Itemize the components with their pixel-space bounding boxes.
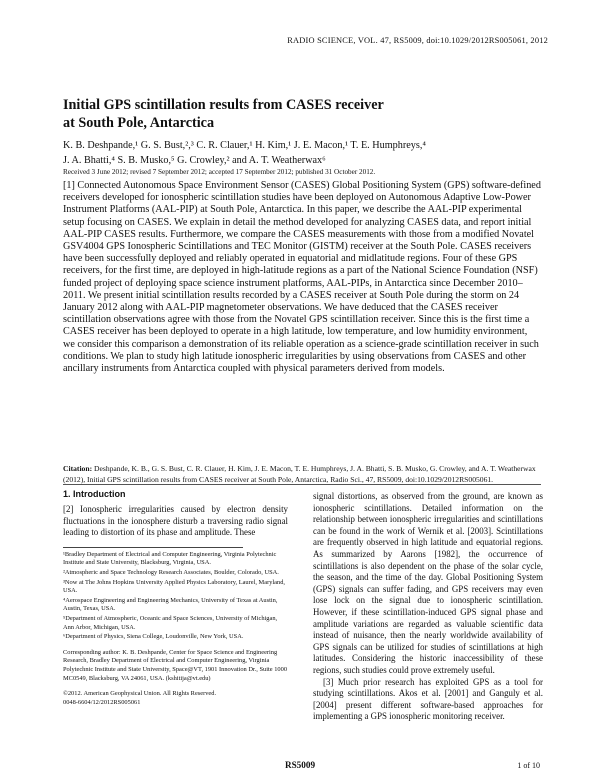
- citation: [63, 463, 541, 485]
- affiliation-footnote: ⁵Department of Atmospheric, Oceanic and Space Sciences, University of Michigan, Ann Arbor, Michigan, USA.: [63, 614, 278, 631]
- abstract: [1] Connected Autonomous Space Environment Sensor (CASES) Global Positioning System (GPS) software-defined receivers developed for ionospheric scintillation studies have been deployed on Autonomous Adaptive Low-Power Instrument Platforms (AAL-PIP) at South Pole, Antarctica. In this paper, we describe the AAL-PIP experimental setup focusing on CASES. We explain in detail the method developed for analyzing CASES data, and report initial AAL-PIP CASES results. Furthermore, we compare the CASES measurements with those from a modified Novatel GSV4004 GPS Ionospheric Scintillations and TEC Monitor (GISTM) receiver at the South Pole. CASES receivers have been successfully deployed and reliably operated in equatorial and midlatitude regions. Four of these GPS receivers, for the first time, are deployed in high-latitude regions as a part of the National Science Foundation (NSF) funded project of deploying space science instrument platforms, AAL-PIPs, in Antarctica since December 2010–2011. We present initial scintillation results recorded by a CASES receiver at South Pole during the storm on 24 January 2012 along with AAL-PIP magnetometer observations. We have deduced that the CASES receiver scintillation observations agree with those from the Novatel GPS scintillation receiver. Since this is the first time a CASES receiver has been deployed to operate in a high latitude, low temperature, and low humidity environment, we consider this comparison a demonstration of its reliable operation as a science-grade scintillation receiver in such conditions. We plan to study high latitude ionospheric irregularities by using observations from CASES and other ancillary instruments from Antarctica coupled with physical parameters derived from models.: [63, 180, 541, 375]
- intro-paragraph-continued: signal distortions, as observed from the ground, are known as ionospheric scintillations. Detailed information on the relationship between ionospheric irregularities and scintillations can be found in the work of Wernik et al. [2003]. Scintillations are frequently observed in high latitude and equatorial regions. As summarized by Aarons [1982], the occurrence of scintillations is also dependent on the phase of the solar cycle, the season, and the time of the day. Global Positioning System (GPS) signals can suffer fading, and GPS receivers may even lose lock on the signal due to ionospheric scintillation. However, if these scintillation-induced GPS signal phase and amplitude variations are regarded as valuable scientific data instead of nuisance, then the nearly worldwide availability of GPS signals can be utilized for studies of scintillations at high latitudes. Considering the historic inaccessibility of these regions, such studies could prove extremely useful.: [313, 491, 543, 675]
- title-line-1: Initial GPS scintillation results from CASES receiver: [63, 97, 384, 113]
- affiliation-footnote: ¹Bradley Department of Electrical and Computer Engineering, Virginia Polytechnic Institute and State University, Blacksburg, Virginia, USA.: [63, 550, 277, 567]
- affiliation-footnote: ²Atmospheric and Space Technology Research Associates, Boulder, Colorado, USA.: [63, 568, 279, 576]
- citation-text: Deshpande, K. B., G. S. Bust, C. R. Clauer, H. Kim, J. E. Macon, T. E. Humphreys, J. A. Bhatti, S. B. Musko, G. Crowley, and A. T. Weatherwax (2012), Initial GPS scintillation results from CASES receiver at South Pole, Antarctica, Radio Sci., 47, RS5009, doi:10.1029/2012RS005061.: [63, 464, 536, 484]
- title-line-2: at South Pole, Antarctica: [63, 115, 215, 131]
- author-list: [63, 138, 553, 168]
- section-divider: [63, 484, 541, 485]
- intro-paragraph-3: [3] Much prior research has exploited GPS as a tool for studying scintillations. Akos et al. [2001] and Ganguly et al. [2004] present different software-based approaches for implementing a GPS ionospheric monitoring receiver.: [313, 676, 543, 722]
- copyright-notice: [63, 690, 288, 707]
- publication-dates: Received 3 June 2012; revised 7 September 2012; accepted 17 September 2012; published 31 October 2012.: [63, 168, 376, 176]
- affiliation-footnote: ⁶Department of Physics, Siena College, Loudonville, New York, USA.: [63, 633, 244, 641]
- journal-header: RADIO SCIENCE, VOL. 47, RS5009, doi:10.1029/2012RS005061, 2012: [287, 36, 548, 45]
- left-column: [63, 489, 288, 707]
- issn-text: 0048-6604/12/2012RS005061: [63, 698, 141, 706]
- authors-line-2: J. A. Bhatti,⁴ S. B. Musko,⁵ G. Crowley,² and A. T. Weatherwax⁶: [63, 155, 326, 166]
- page-number: 1 of 10: [517, 761, 540, 770]
- copyright-text: ©2012. American Geophysical Union. All Rights Reserved.: [63, 690, 217, 698]
- right-column: [313, 491, 543, 723]
- affiliation-footnote: ⁴Aerospace Engineering and Engineering Mechanics, University of Texas at Austin, Austin, Texas, USA.: [63, 596, 278, 613]
- corresponding-author: Corresponding author: K. B. Deshpande, Center for Space Science and Engineering Research, Bradley Department of Electrical and Computer Engineering, Virginia Polytechnic Institute and State University, Space@VT, 1901 Innovation Dr., Suite 1000 MC0549, Blacksburg, VA 24061, USA. (kshitija@vt.edu): [63, 648, 288, 682]
- section-title-introduction: 1. Introduction: [63, 489, 126, 499]
- authors-line-1: K. B. Deshpande,¹ G. S. Bust,²,³ C. R. Clauer,¹ H. Kim,¹ J. E. Macon,¹ T. E. Humphreys,⁴: [63, 140, 426, 151]
- footnote-divider: [63, 547, 243, 548]
- affiliation-footnote: ³Now at The Johns Hopkins University Applied Physics Laboratory, Laurel, Maryland, USA.: [63, 578, 286, 595]
- article-id-footer: RS5009: [284, 760, 316, 770]
- citation-label: Citation:: [63, 464, 93, 473]
- intro-paragraph-1: [2] Ionospheric irregularities caused by electron density fluctuations in the ionosphere disturb a traversing radio signal leading to distortion of its phase and amplitude. These: [63, 504, 288, 538]
- paper-title: [63, 96, 533, 132]
